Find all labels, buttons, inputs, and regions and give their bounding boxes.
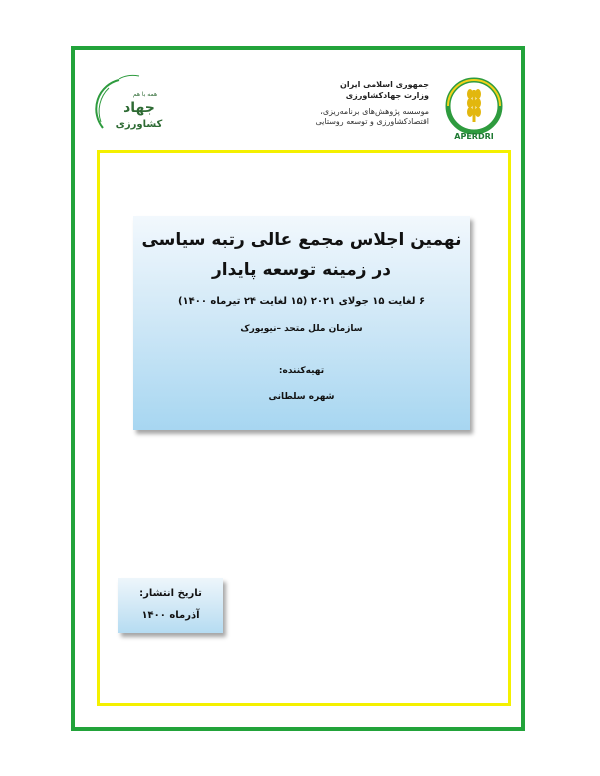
header-text: [239, 79, 429, 127]
publish-date-box: [118, 578, 223, 633]
title-box: [133, 216, 470, 430]
institute-line-2: اقتصادکشاورزی و توسعه روستایی: [315, 117, 429, 126]
title-line-2: در زمینه توسعه پایدار: [211, 260, 391, 280]
preparer-label: تهیه‌کننده:: [278, 366, 325, 376]
svg-text:جهاد: جهاد: [123, 100, 155, 116]
event-venue: سازمان ملل متحد –نیویورک: [240, 324, 363, 334]
institute-line-1: موسسه پژوهش‌های برنامه‌ریزی،: [320, 107, 429, 116]
republic-name: جمهوری اسلامی ایران: [340, 80, 429, 89]
svg-text:همه با هم: همه با هم: [132, 91, 158, 98]
publish-date-value: آذرماه ۱۴۰۰: [141, 610, 200, 621]
svg-text:کشاورزی: کشاورزی: [115, 119, 163, 130]
publish-date-label: تاریخ انتشار:: [139, 588, 202, 599]
aperdri-logo: [440, 76, 508, 142]
ministry-name: وزارت جهادکشاورزی: [345, 91, 429, 100]
title-line-1: نهمین اجلاس مجمع عالی رتبه سیاسی: [141, 230, 462, 250]
jahad-keshavarzi-logo: [89, 70, 169, 140]
svg-text:APERDRI: APERDRI: [454, 132, 494, 141]
preparer-name: شهره سلطانی: [268, 392, 335, 402]
event-dates: ۶ لغایت ۱۵ جولای ۲۰۲۱ (۱۵ لغایت ۲۴ تیرماه ۱۴۰۰): [177, 296, 426, 307]
